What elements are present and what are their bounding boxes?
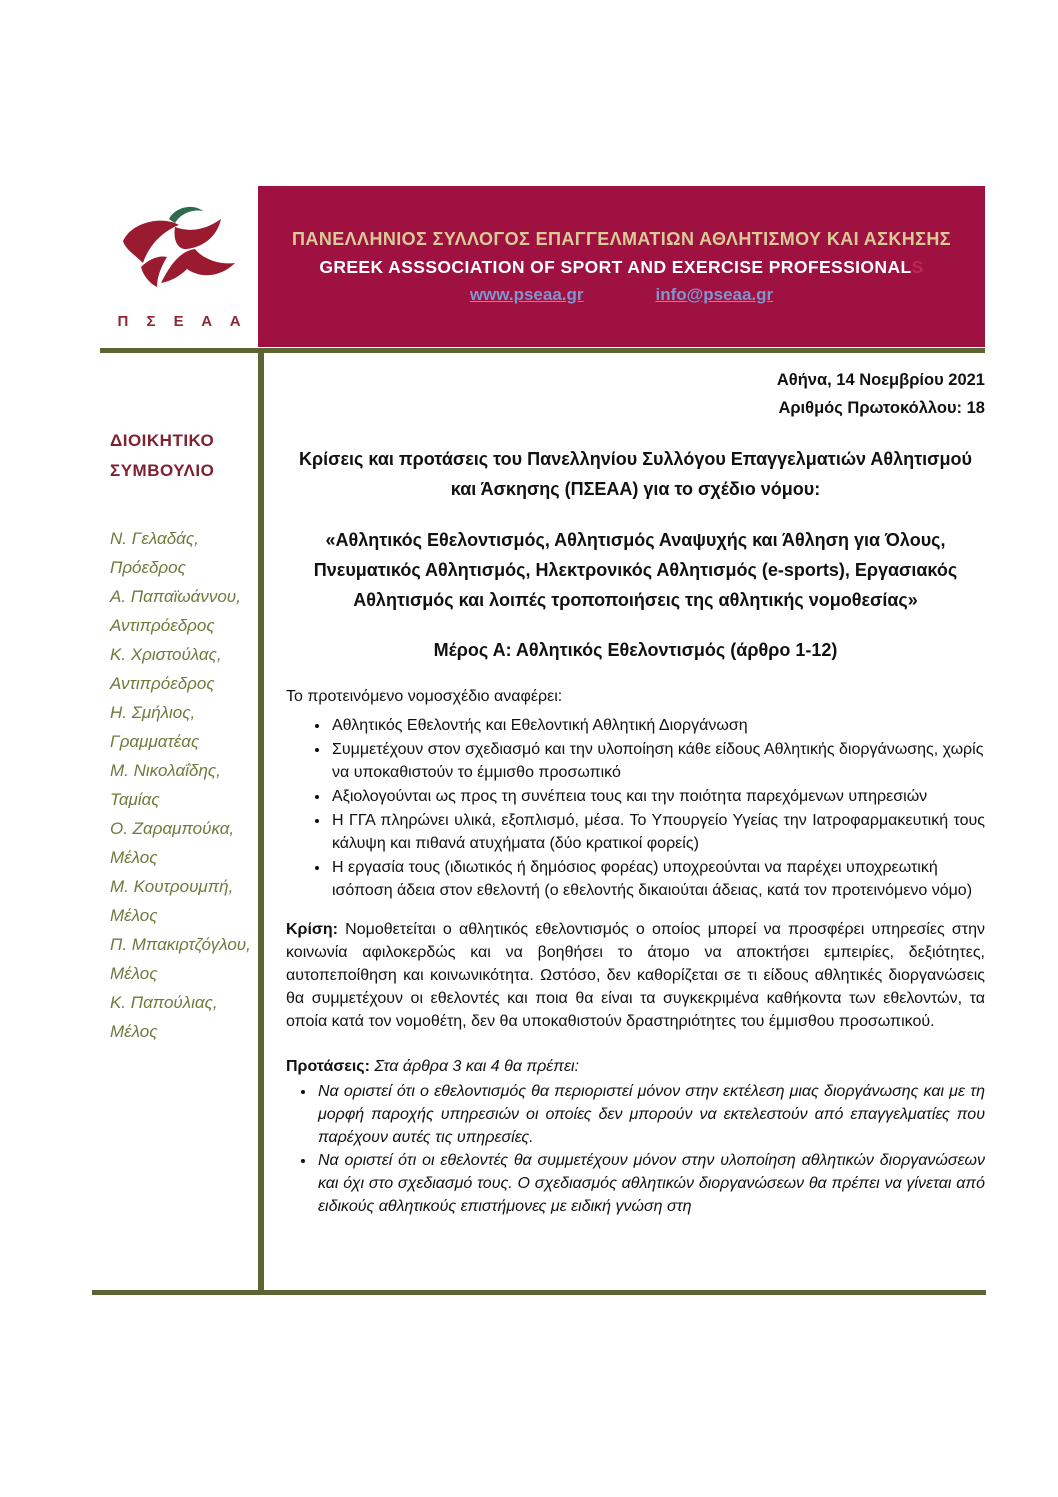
- assessment-text: Νομοθετείται ο αθλητικός εθελοντισμός ο οποίος μπορεί να προσφέρει υπηρεσίες στην κοινωνία αφιλοκερδώς και να βοηθήσει το άτομο να αποκτήσει εμπειρίες, δεξιότητες, αυτοπεποίθηση και κοινωνικότητα. Ωστόσο, δεν καθορίζεται σε τι είδους αθλητικές διοργανώσεις θα συμμετέχουν οι εθελοντές και ποια θα είναι τα συγκεκριμένα καθήκοντα των εθελοντών, τα οποία κατά τον νομοθέτη, δεν θα υποκαθιστούν δραστηριότητες του έμμισθου προσωπικού.: [286, 921, 986, 1030]
- proposals-intro: Στα άρθρα 3 και 4 θα πρέπει:: [374, 1058, 580, 1075]
- section-title: Μέρος Α: Αθλητικός Εθελοντισμός (άρθρο 1-12): [433, 640, 838, 660]
- header-divider-rule: [100, 348, 985, 353]
- proposals-list: [286, 1080, 985, 1218]
- board-member: Ο. Ζαραμπούκα, Μέλος: [110, 819, 235, 867]
- intro-line: Το προτεινόμενο νομοσχέδιο αναφέρει:: [286, 688, 563, 705]
- association-name-english-suffix: S: [911, 256, 924, 277]
- list-item: • Αξιολογούνται ως προς τη συνέπεια τους και την ποιότητα παρεχόμενων υπηρεσιών: [330, 785, 985, 808]
- document-title: Κρίσεις και προτάσεις του Πανελληνίου Συλλόγου Επαγγελματιών Αθλητισμού και Άσκησης (ΠΣΕΑΑ) για το σχέδιο νόμου:: [299, 449, 972, 499]
- board-member: Κ. Παπούλιας, Μέλος: [110, 993, 218, 1041]
- protocol-number: Αριθμός Πρωτοκόλλου: 18: [778, 399, 985, 417]
- proposals-heading: [286, 1055, 985, 1078]
- letterhead-banner: [258, 186, 985, 347]
- footer-rule: [92, 1290, 986, 1295]
- law-points-list: [286, 714, 985, 902]
- association-name-greek: ΠΑΝΕΛΛΗΝΙΟΣ ΣΥΛΛΟΓΟΣ ΕΠΑΓΓΕΛΜΑΤΙΩΝ ΑΘΛΗΤΙΣΜΟΥ ΚΑΙ ΑΣΚΗΣΗΣ: [292, 228, 951, 249]
- law-draft-title: «Αθλητικός Εθελοντισμός, Αθλητισμός Αναψυχής και Άθληση για Όλους, Πνευματικός Αθλητισμός, Ηλεκτρονικός Αθλητισμός (e-sports), Εργασιακός Αθλητισμός και λοιπές τροποποιήσεις της αθλητικής νομοθεσίας»: [313, 530, 958, 610]
- list-item: • Να οριστεί ότι ο εθελοντισμός θα περιοριστεί μόνον στην εκτέλεση μιας διοργάνωσης και με τη μορφή παροχής υπηρεσιών οι οποίες δεν μπορούν να εκτελεστούν από επαγγελματίες που παρέχουν αυτές τις υπηρεσίες.: [316, 1080, 985, 1149]
- board-member: Π. Μπακιρτζόγλου, Μέλος: [110, 935, 251, 983]
- assessment-label: Κρίση:: [286, 921, 338, 938]
- board-member: Κ. Χριστούλας, Αντιπρόεδρος: [110, 645, 222, 693]
- list-item: • Αθλητικός Εθελοντής και Εθελοντική Αθλητική Διοργάνωση: [330, 714, 985, 737]
- list-item: • Να οριστεί ότι οι εθελοντές θα συμμετέχουν μόνον στην υλοποίηση αθλητικών διοργανώσεων και όχι στο σχεδιασμό τους. Ο σχεδιασμός αθλητικών διοργανώσεων θα πρέπει να γίνεται από ειδικούς αθλητικούς επιστήμονες με ειδική γνώση στη: [316, 1149, 985, 1218]
- pseaa-logo: [100, 186, 258, 346]
- board-member: Ν. Γελαδάς, Πρόεδρος: [110, 529, 199, 577]
- letter-body: [286, 366, 985, 1218]
- assessment-paragraph: [286, 918, 985, 1033]
- board-heading: ΔΙΟΙΚΗΤΙΚΟ ΣΥΜΒΟΥΛΙΟ: [110, 431, 215, 480]
- board-member: Μ. Νικολαΐδης, Ταμίας: [110, 761, 221, 809]
- list-item: • Συμμετέχουν στον σχεδιασμό και την υλοποίηση κάθε είδους Αθλητικής διοργάνωσης, χωρίς να υποκαθιστούν το έμμισθο προσωπικό: [330, 738, 985, 784]
- board-members-list: [110, 524, 254, 1046]
- board-member: Μ. Κουτρουμπή, Μέλος: [110, 877, 234, 925]
- association-name-english: GREEK ASSSOCIATION OF SPORT AND EXERCISE PROFESSIONALS: [319, 256, 924, 277]
- board-member: Η. Σμήλιος, Γραμματέας: [110, 703, 200, 751]
- board-sidebar: [110, 426, 254, 1046]
- banner-links: [470, 285, 773, 305]
- board-member: Α. Παπαϊωάννου, Αντιπρόεδρος: [110, 587, 241, 635]
- proposals-label: Προτάσεις:: [286, 1058, 370, 1075]
- list-item: • Η ΓΓΑ πληρώνει υλικά, εξοπλισμό, μέσα. Το Υπουργείο Υγείας την Ιατροφαρμακευτική τους κάλυψη και πιθανά ατυχήματα (δύο κρατικοί φορείς): [330, 809, 985, 855]
- sidebar-divider-rule: [258, 353, 264, 1291]
- logo-acronym-text: Π Σ Ε Α Α: [117, 312, 248, 330]
- email-link[interactable]: info@pseaa.gr: [655, 284, 774, 304]
- website-link[interactable]: www.pseaa.gr: [469, 284, 584, 304]
- list-item: • Η εργασία τους (ιδιωτικός ή δημόσιος φορέας) υποχρεούνται να παρέχει υποχρεωτική ισόποση άδεια στον εθελοντή (ο εθελοντής δικαιούται άδειας, κατά τον προτεινόμενο νόμο): [330, 856, 985, 902]
- pseaa-runner-icon: [117, 203, 241, 311]
- date-block: [286, 366, 985, 422]
- place-date: Αθήνα, 14 Νοεμβρίου 2021: [776, 371, 985, 389]
